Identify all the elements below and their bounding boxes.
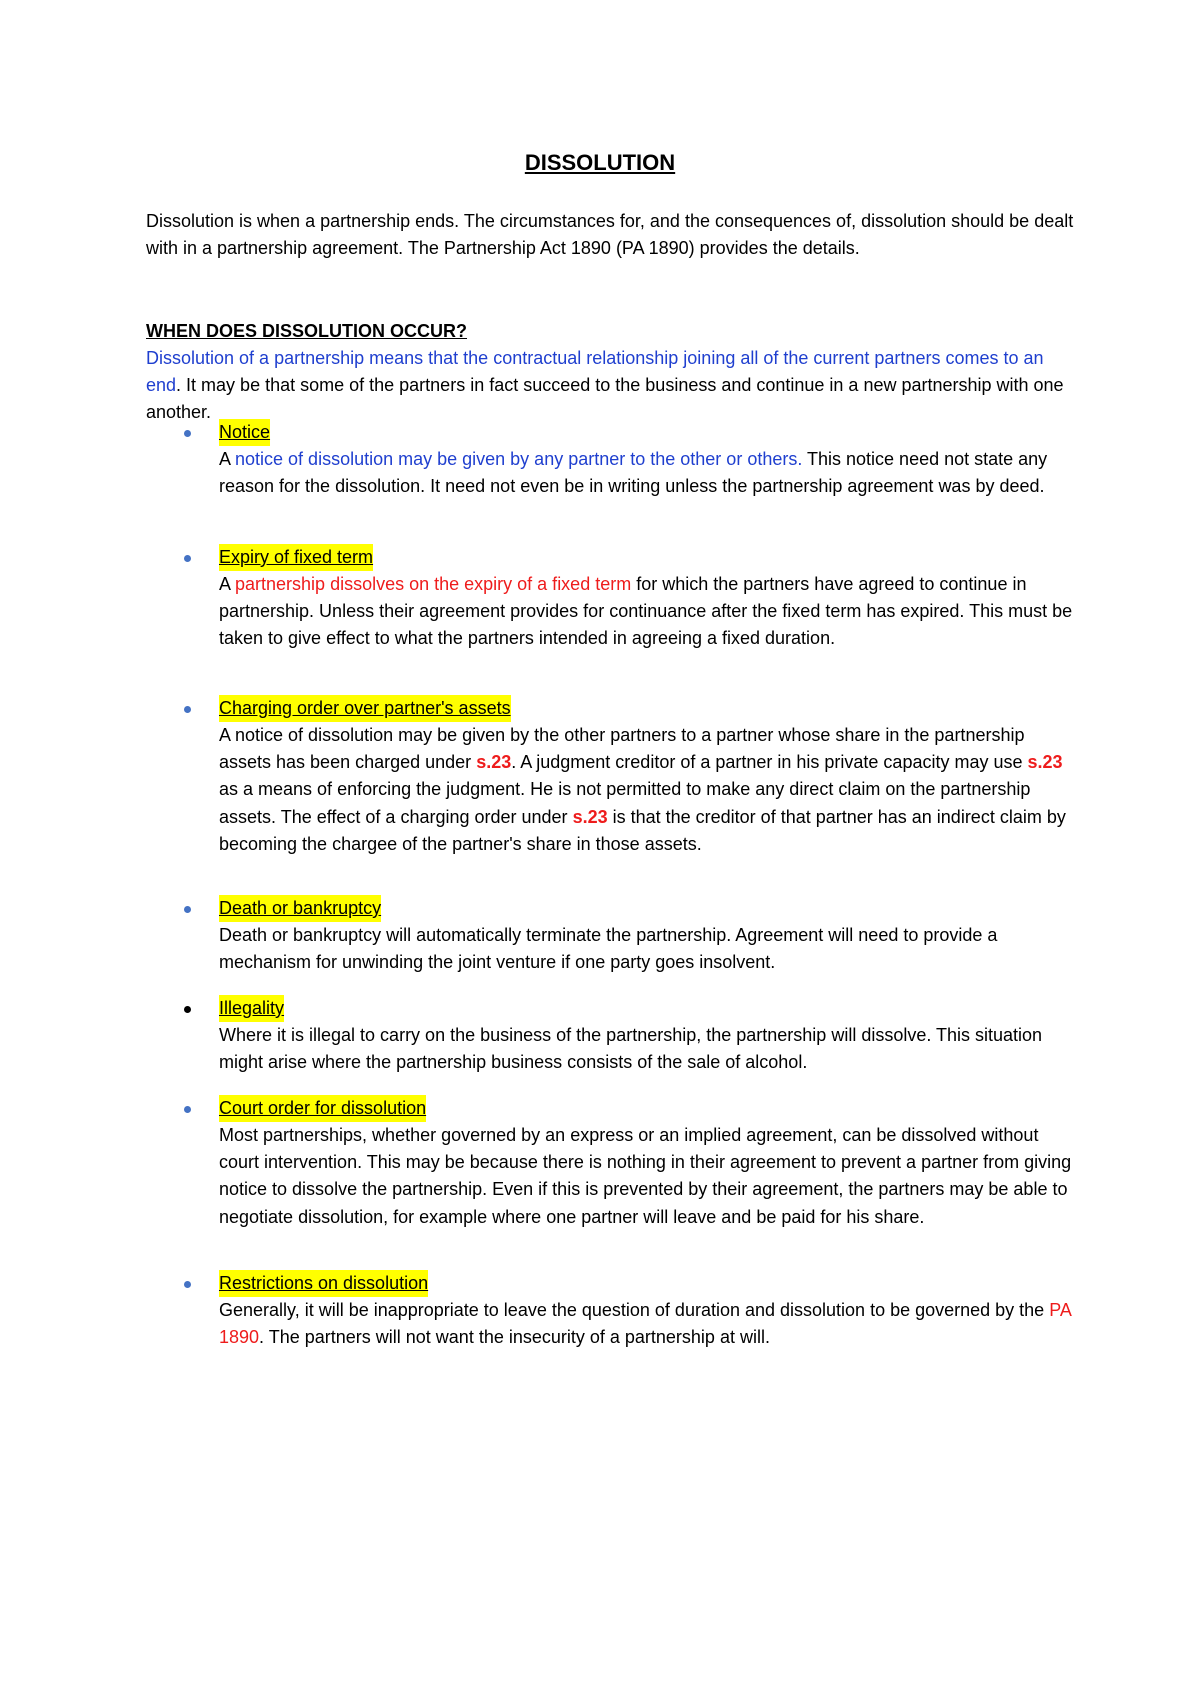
item-body: A partnership dissolves on the expiry of a fixed term for which the partners have agreed to continue in partnership. Unless their agreement provides for continuance after the fixed term has expired. This must be taken to give effect to what the partners intended in agreeing a fixed duration. bbox=[219, 574, 1073, 649]
red-highlight-text: PA 1890 bbox=[219, 1300, 1071, 1348]
item-heading: Illegality bbox=[219, 995, 284, 1022]
red-highlight-text: partnership dissolves on the expiry of a fixed term bbox=[235, 574, 632, 594]
intro-paragraph: Dissolution is when a partnership ends. The circumstances for, and the consequences of, dissolution should be dealt with in a partnership agreement. The Partnership Act 1890 (PA 1890) provides the details. bbox=[146, 211, 1074, 259]
item-heading: Court order for dissolution bbox=[219, 1095, 426, 1122]
definition-highlight: Dissolution of a partnership means that the contractual relationship joining all of the current partners comes to an end bbox=[146, 348, 1044, 396]
bullet-icon bbox=[184, 1006, 191, 1013]
item-body: Where it is illegal to carry on the business of the partnership, the partnership will dissolve. This situation might arise where the partnership business consists of the sale of alcohol. bbox=[219, 1025, 1043, 1073]
section-reference: s.23 bbox=[572, 806, 608, 827]
item-body: Generally, it will be inappropriate to leave the question of duration and dissolution to be governed by the PA 1890. The partners will not want the insecurity of a partnership at will. bbox=[219, 1300, 1071, 1348]
item-heading: Notice bbox=[219, 419, 270, 446]
item-heading: Charging order over partner's assets bbox=[219, 695, 511, 722]
bullet-icon bbox=[184, 706, 191, 713]
item-heading: Expiry of fixed term bbox=[219, 544, 373, 571]
bullet-icon bbox=[184, 430, 191, 437]
bullet-icon bbox=[184, 555, 191, 562]
blue-highlight-text: notice of dissolution may be given by any partner to the other or others. bbox=[235, 449, 803, 469]
section-heading: WHEN DOES DISSOLUTION OCCUR? bbox=[146, 321, 468, 341]
section-reference: s.23 bbox=[1027, 752, 1063, 773]
item-body: A notice of dissolution may be given by any partner to the other or others. This notice need not state any reason for the dissolution. It need not even be in writing unless the partnership agreement was by deed. bbox=[219, 449, 1048, 497]
bullet-icon bbox=[184, 906, 191, 913]
item-body: Most partnerships, whether governed by an express or an implied agreement, can be dissolved without court intervention. This may be because there is nothing in their agreement to prevent a partner from giving notice to dissolve the partnership. Even if this is prevented by their agreement, the partners may be able to negotiate dissolution, for example where one partner will leave and be paid for his share. bbox=[219, 1125, 1072, 1227]
bullet-icon bbox=[184, 1281, 191, 1288]
definition-paragraph bbox=[146, 345, 1076, 427]
item-heading: Restrictions on dissolution bbox=[219, 1270, 428, 1297]
item-body: Death or bankruptcy will automatically terminate the partnership. Agreement will need to provide a mechanism for unwinding the joint venture if one party goes insolvent. bbox=[219, 925, 998, 973]
definition-rest: . It may be that some of the partners in fact succeed to the business and continue in a new partnership with one another. bbox=[146, 375, 1064, 423]
item-body: A notice of dissolution may be given by the other partners to a partner whose share in the partnership assets has been charged under s.23. A judgment creditor of a partner in his private capacity may use s.23 as a means of enforcing the judgment. He is not permitted to make any direct claim on the partnership assets. The effect of a charging order under s.23 is that the creditor of that partner has an indirect claim by becoming the chargee of the partner's share in those assets. bbox=[219, 725, 1066, 854]
bullet-icon bbox=[184, 1106, 191, 1113]
page-title: DISSOLUTION bbox=[524, 150, 676, 175]
item-heading: Death or bankruptcy bbox=[219, 895, 381, 922]
section-reference: s.23 bbox=[476, 752, 512, 773]
